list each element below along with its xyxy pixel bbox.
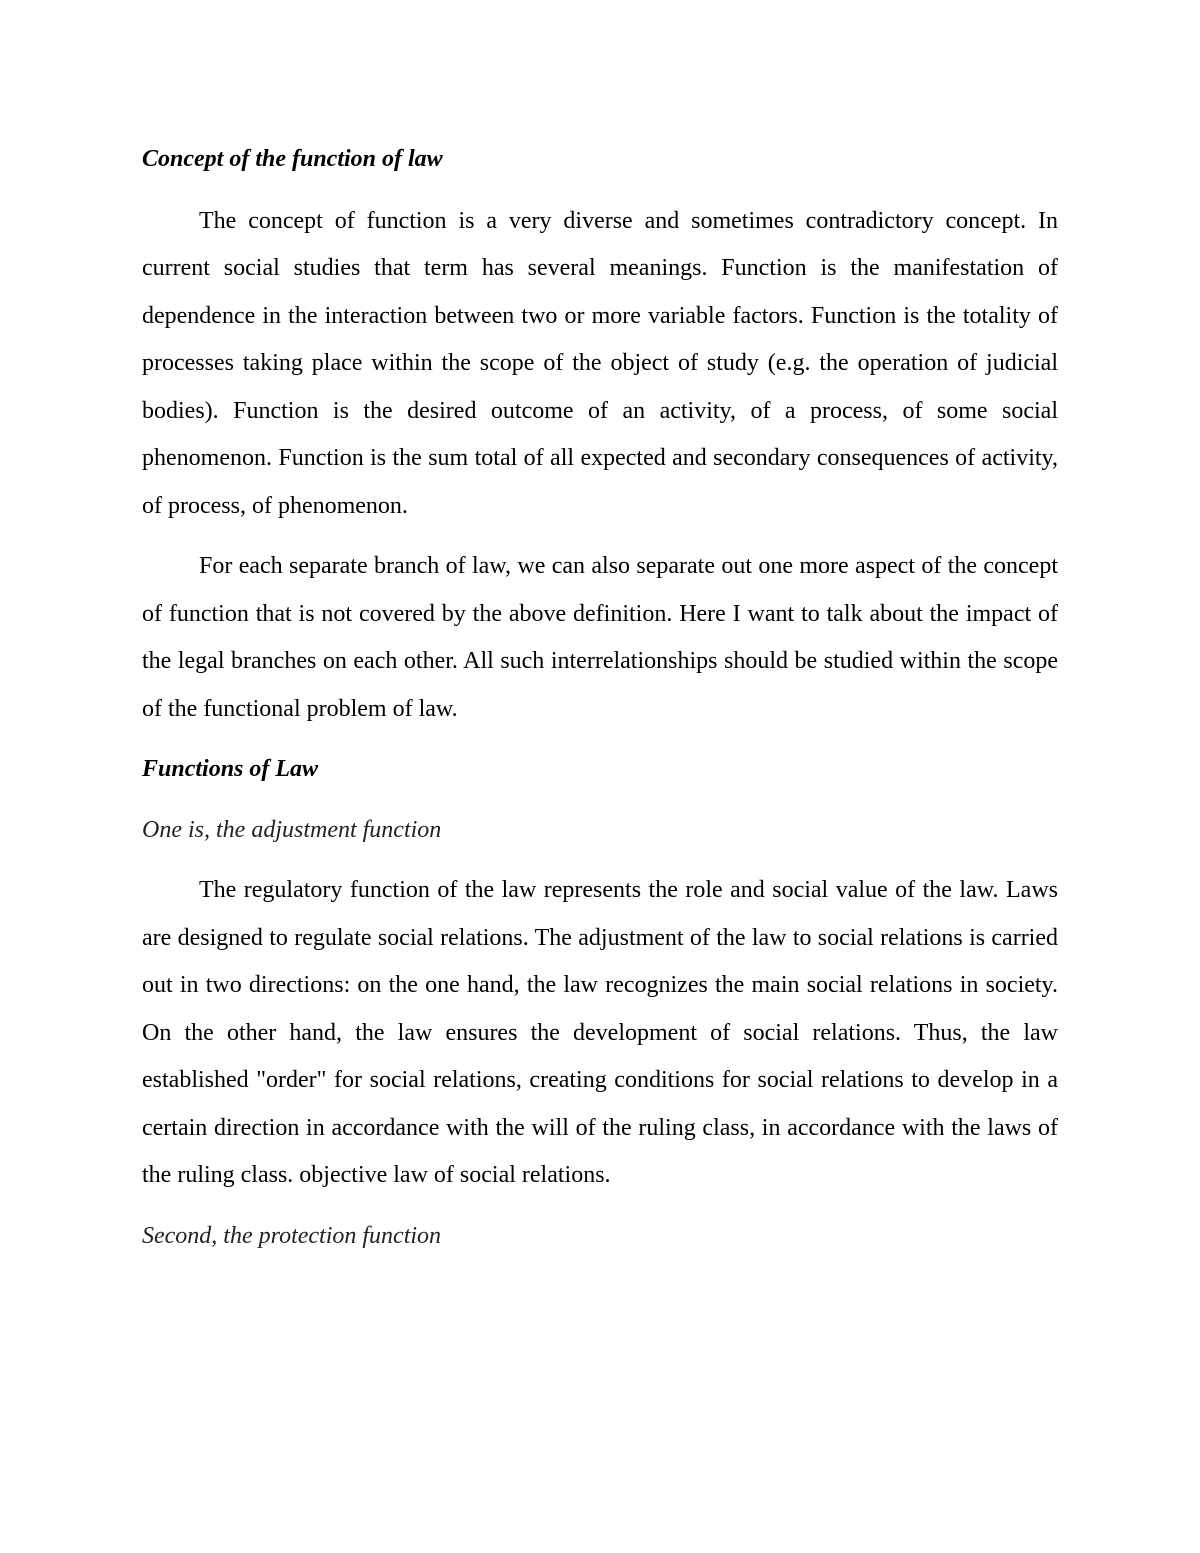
heading-concept-of-function: Concept of the function of law: [142, 146, 443, 172]
subheading-adjustment-function: One is, the adjustment function: [142, 816, 442, 843]
heading-functions-of-law: Functions of Law: [142, 756, 319, 782]
paragraph-concept-definition: The concept of function is a very diverse and sometimes contradictory concept. In current social studies that term has several meanings. Function is the manifestation of dependence in the interaction between two or more variable factors. Function is the totality of processes taking place within the scope of the object of study (e.g. the operation of judicial bodies). Function is the desired outcome of an activity, of a process, of some social phenomenon. Function is the sum total of all expected and secondary consequences of activity, of process, of phenomenon.: [142, 207, 1058, 519]
document-body: [142, 136, 1058, 1260]
subheading-protection-function: Second, the protection function: [142, 1222, 442, 1249]
paragraph-branches-of-law: For each separate branch of law, we can also separate out one more aspect of the concept of function that is not covered by the above definition. Here I want to talk about the impact of the legal branches on each other. All such interrelationships should be studied within the scope of the functional problem of law.: [142, 553, 1058, 722]
paragraph-regulatory-function: The regulatory function of the law represents the role and social value of the law. Laws are designed to regulate social relations. The adjustment of the law to social relations is carried out in two directions: on the one hand, the law recognizes the main social relations in society. On the other hand, the law ensures the development of social relations. Thus, the law established "order" for social relations, creating conditions for social relations to develop in a certain direction in accordance with the will of the ruling class, in accordance with the laws of the ruling class. objective law of social relations.: [142, 877, 1058, 1188]
